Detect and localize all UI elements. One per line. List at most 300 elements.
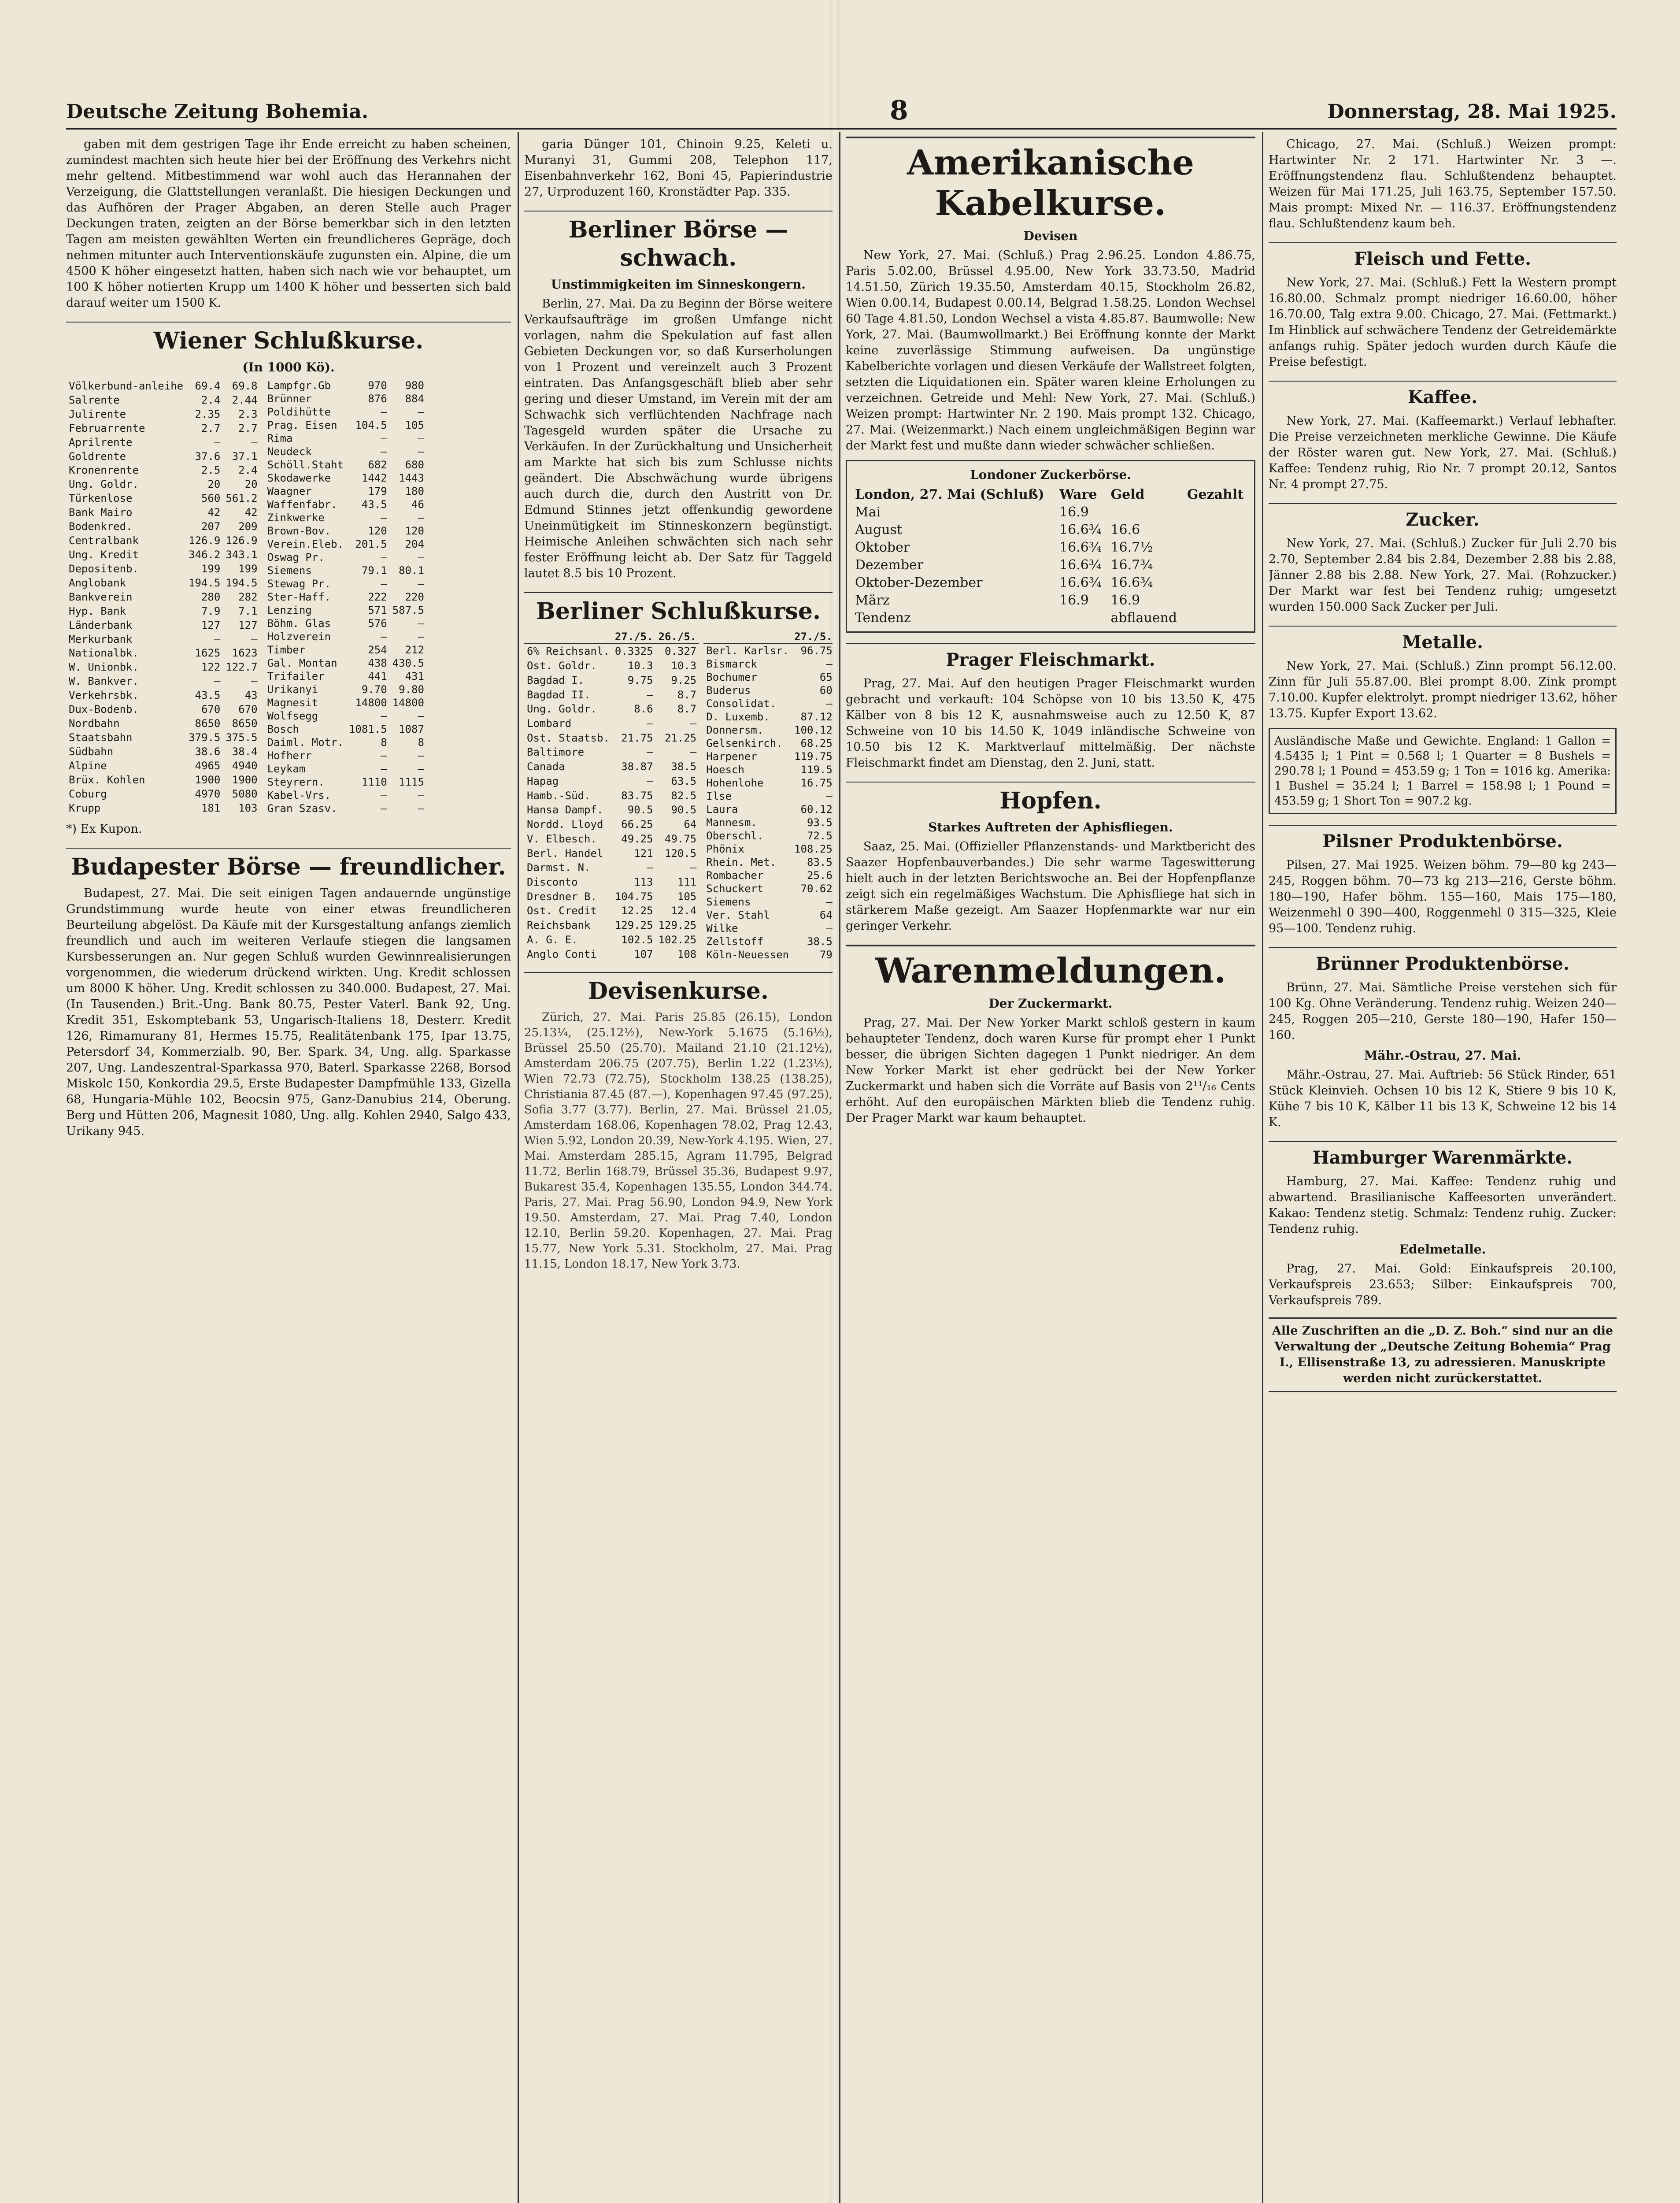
price-today: — — [381, 578, 387, 590]
london-row — [851, 556, 1250, 574]
newspaper-title: Deutsche Zeitung Bohemia. — [66, 100, 369, 123]
price-previous: 14800 — [392, 697, 424, 709]
price-previous: 9.80 — [399, 683, 424, 696]
price-today: 102.5 — [621, 933, 653, 946]
wiener-table-left — [66, 379, 260, 815]
price-today: 1900 — [195, 773, 221, 786]
gezahlt — [1184, 539, 1250, 556]
london-row — [851, 574, 1250, 592]
price-today: 179 — [368, 485, 387, 497]
page-number: 8 — [890, 95, 908, 126]
wiener-row — [265, 551, 427, 564]
schluss-row — [703, 922, 833, 935]
wiener-row — [265, 709, 427, 723]
price-today: — — [214, 436, 221, 449]
price-previous: 43 — [244, 689, 258, 702]
price-today: 38.6 — [195, 745, 221, 758]
wiener-tables — [66, 379, 511, 815]
wiener-row — [265, 458, 427, 471]
price-today: 70.62 — [800, 883, 833, 895]
price-today: 379.5 — [189, 731, 221, 744]
price-today: — — [214, 633, 221, 645]
security-name: Hamb.-Süd. — [527, 789, 591, 802]
price-previous: 8 — [418, 736, 424, 749]
security-name: Verkehrsbk. — [69, 689, 139, 702]
security-name: Reichsbank — [527, 919, 591, 932]
price-today: 68.25 — [800, 737, 833, 749]
schluss-row — [524, 860, 699, 875]
wiener-row — [66, 745, 260, 759]
budapest-article: Budapest, 27. Mai. Die seit einigen Tagen andauernde ungünstige Grundstimmung wurde heute von einer etwas freundlicheren Beurteilung abgelöst. Da Käufe mit der Kursgestaltung anfangs ziemlich freundlich und auch im weiteren Verlaufe stiegen die langsamen Kursbesserungen an. Nur gegen Schluß wurden Gewinnrealisierungen vorgenommen, die wiederum drückend wirkten. Ung. Kredit schlossen um 8000 K höher. Ung. Kredit schlossen zu 340.000. Budapest, 27. Mai. (In Tausenden.) Brit.-Ung. Bank 80.75, Pester Vaterl. Bank 92, Ung. Kredit 351, Eskomptebank 53, Ungarisch-Italiens 18, Desterr. Kredit 126, Rimamurany 81, Hermes 15.75, Realitätenbank 175, Ipar 13.75, Petersdorf 34, Kommerzialb. 90, Ber. Spark. 34, Ung. allg. Sparkasse 207, Ung. Landeszentral-Sparkassa 970, Baterl. Sparkasse 2268, Borsod Miskolc 150, Konkordia 29.5, Erste Budapester Dampfmühle 133, Gizella 68, Hungaria-Mühle 102, Beocsin 975, Ganz-Danubius 214, Oberung. Berg und Hütten 206, Magnesit 1080, Ung. allg. Kohlen 2940, Salgo 433, Urikany 945. — [66, 886, 511, 1138]
wiener-row — [265, 471, 427, 485]
london-row — [851, 592, 1250, 609]
month: Oktober — [855, 540, 910, 555]
wiener-row — [265, 736, 427, 749]
security-name: Bochumer — [706, 671, 757, 683]
schluss-row — [524, 731, 699, 745]
security-name: Ung. Kredit — [69, 549, 139, 561]
price-previous: 37.1 — [232, 450, 258, 463]
security-name: Darmst. N. — [527, 861, 591, 874]
security-name: Brüx. Kohlen — [69, 773, 145, 786]
ware: 16.6¾ — [1059, 575, 1102, 590]
price-today: 60 — [819, 684, 833, 697]
price-today: 670 — [201, 703, 221, 716]
price-today: 119.75 — [794, 750, 833, 763]
wiener-row — [66, 773, 260, 787]
security-name: Stewag Pr. — [267, 578, 331, 590]
budapest-continued: garia Dünger 101, Chinoin 9.25, Keleti u. Muranyi 31, Gummi 208, Telephon 117, Eisenbahnverkehr 162, Boni 45, Papierindustrie 27, Urproduzent 160, Kronstädter Pap. 335. — [524, 137, 833, 199]
price-previous: 69.8 — [232, 379, 258, 392]
security-name: Kronenrente — [69, 464, 139, 477]
price-previous: 194.5 — [226, 576, 258, 589]
schluss-row — [703, 869, 833, 882]
ware: 16.9 — [1059, 504, 1089, 520]
wiener-row — [265, 643, 427, 656]
security-name: A. G. E. — [527, 933, 578, 946]
vieh-heading: Mähr.-Ostrau, 27. Mai. — [1364, 1048, 1521, 1063]
security-name: Verein.Eleb. — [267, 538, 344, 550]
wiener-row — [66, 505, 260, 519]
price-previous: 180 — [405, 485, 424, 497]
wiener-row — [265, 485, 427, 498]
wiener-row — [265, 538, 427, 551]
price-today: 16.75 — [800, 777, 833, 789]
price-previous: 980 — [405, 379, 424, 392]
price-today: 10.3 — [627, 660, 653, 672]
price-previous: 220 — [405, 591, 424, 603]
wiener-row — [66, 759, 260, 773]
price-previous: — — [418, 763, 424, 775]
price-today: 9.70 — [361, 683, 387, 696]
wiener-row — [66, 379, 260, 393]
schluss-row — [703, 895, 833, 909]
price-previous: 102.25 — [658, 933, 697, 946]
bruenner-article: Brünn, 27. Mai. Sämtliche Preise verstehen sich für 100 Kg. Ohne Veränderung. Tendenz ruhig. Weizen 240—245, Roggen 205—210, Gerste 180—190, Hafer 150—160. — [1269, 981, 1617, 1042]
security-name: Salrente — [69, 393, 120, 406]
price-previous: 105 — [677, 890, 697, 903]
security-name: Hapag — [527, 775, 559, 787]
wiener-row — [66, 731, 260, 745]
price-previous: — — [418, 617, 424, 630]
wiener-row — [265, 604, 427, 617]
london-table: London, 27. Mai (Schluß) Ware Geld Gezahlt Mai 16.9 August 16.6¾ 16.6 Oktober 16.6¾ 16.7½ Dezember 16.6¾ 16.7¾ Oktober-Dezember 16.6¾ 16.6¾ März 16.9 16.9 Tendenz abflauend — [851, 486, 1250, 627]
wiener-row — [66, 716, 260, 731]
price-previous: 42 — [244, 506, 258, 519]
wiener-row — [265, 419, 427, 432]
price-previous: 587.5 — [392, 604, 424, 616]
security-name: Consolidat. — [706, 697, 777, 710]
security-name: Bagdad II. — [527, 688, 591, 701]
price-previous: 10.3 — [671, 660, 697, 672]
price-today: — — [381, 630, 387, 643]
ware: 16.9 — [1059, 593, 1089, 608]
hopfen-article: Saaz, 25. Mai. (Offizieller Pflanzenstands- und Marktbericht des Saazer Hopfenbauverbandes.) Die sehr warme Tageswitterung hielt auch in der letzten Berichtswoche an. Bei der Hopfenpflanze zeigt sich ein regelmäßiges Wachstum. Die Aphisfliege hat sich in stärkerem Maße gezeigt. Am Saazer Hopfenmarkte war nur ein geringer Verkehr. — [846, 840, 1255, 933]
schluss-row — [703, 697, 833, 710]
pilsner-heading: Pilsner Produktenbörse. — [1269, 825, 1617, 853]
price-today: 79 — [819, 949, 833, 961]
price-previous: 2.4 — [238, 464, 258, 477]
security-name: Bank Mairo — [69, 506, 133, 519]
price-today: 90.5 — [627, 804, 653, 816]
security-name: Berl. Karlsr. — [706, 645, 789, 657]
security-name: Rhein. Met. — [706, 856, 777, 868]
wiener-row — [66, 632, 260, 646]
security-name: Daiml. Motr. — [267, 736, 344, 749]
price-today: 126.9 — [189, 534, 221, 547]
geld: 16.7½ — [1110, 540, 1153, 555]
kaffee-heading: Kaffee. — [1269, 381, 1617, 409]
security-name: Oswag Pr. — [267, 551, 325, 564]
price-today: 254 — [368, 644, 387, 656]
security-name: Wolfsegg — [267, 710, 318, 722]
security-name: Waffenfabr. — [267, 498, 337, 511]
price-today: 25.6 — [807, 869, 833, 882]
security-name: Goldrente — [69, 450, 126, 463]
security-name: Ster-Haff. — [267, 591, 331, 603]
wiener-row — [265, 775, 427, 789]
price-previous: 127 — [238, 619, 258, 631]
security-name: Bismarck — [706, 658, 757, 670]
security-name: Dux-Bodenb. — [69, 703, 139, 716]
price-today: — — [826, 790, 833, 802]
wiener-row — [265, 392, 427, 405]
schluss-row — [703, 763, 833, 776]
security-name: Ver. Stahl — [706, 909, 770, 921]
schluss-row — [703, 909, 833, 922]
price-previous: 343.1 — [226, 549, 258, 561]
price-previous: — — [418, 551, 424, 564]
security-name: Mannesm. — [706, 816, 757, 829]
price-previous: — — [418, 432, 424, 445]
price-previous: 204 — [405, 538, 424, 550]
security-name: Bagdad I. — [527, 674, 585, 686]
publisher-notice: Alle Zuschriften an die „D. Z. Boh.“ sind nur an die Verwaltung der „Deutsche Zeitung Bohemia“ Prag I., Ellisenstraße 13, zu adressieren. Manuskripte werden nicht zurückerstattet. — [1269, 1317, 1617, 1392]
security-name: Skodawerke — [267, 472, 331, 484]
price-today: 38.87 — [621, 760, 653, 773]
schluss-row — [524, 918, 699, 933]
price-today: — — [647, 717, 653, 730]
price-today: — — [647, 746, 653, 759]
schluss-row — [524, 947, 699, 961]
price-previous: 126.9 — [226, 534, 258, 547]
security-name: W. Unionbk. — [69, 661, 139, 674]
price-today: 199 — [201, 562, 221, 575]
price-today: 107 — [634, 948, 653, 961]
price-previous: 2.3 — [238, 408, 258, 420]
wiener-row — [265, 670, 427, 683]
schluss-row — [703, 710, 833, 723]
intro-article: gaben mit dem gestrigen Tage ihr Ende erreicht zu haben scheinen, zumindest machten sich heute hier bei der Eröffnung des Verkehrs nicht mehr geltend. Mitbestimmend war wohl auch das Herannahen der Verzeigung, die Glattstellungen veranlaßt. Die hiesigen Deckungen und das Aufhören der Prager Abgaben, an deren Stelle auch Prager Deckungen traten, zeigten an der Börse bemerkbar sich in den letzten Tagen am meisten gewählten Werten ein freundlicheres Gepräge, doch nehmen mitunter auch Interventionskäufe zugunsten ein. Alpine, die um 4500 K höher eingesetzt hatten, haben sich nach wie vor behauptet, um 100 K höher notierten Krupp um 1400 K höher und besserten sich bald darauf weiter um 1500 K. — [66, 137, 511, 310]
column-1 — [66, 137, 511, 2203]
price-previous: 8.7 — [677, 688, 697, 701]
price-today: 576 — [368, 617, 387, 630]
security-name: Depositenb. — [69, 562, 139, 575]
ware: 16.6¾ — [1059, 540, 1102, 555]
price-today: 79.1 — [361, 564, 387, 577]
price-previous: 430.5 — [392, 657, 424, 669]
wiener-row — [66, 688, 260, 702]
price-today: — — [647, 775, 653, 787]
schluss-table-left: 27./5. 26./5. 6% Reichsanl. 0.3325 0.327 Ost. Goldr. 10.3 10.3 Bagdad I. 9.75 9.25 Bagdad II. — 8.7 Ung. Goldr. 8.6 8.7 Lombard — — Ost. Staatsb. 21.75 21.25 Baltimore — — Canada 38.87 38.5 Hapag — 63.5 Hamb.-Süd. 83.75 82.5 Hansa Dampf. 90.5 90.5 Nordd. Lloyd 66.25 64 V. Elbesch. 49.25 49.75 Berl. Handel 121 120.5 Darmst. N. — — Disconto 113 111 Dresdner B. 104.75 105 Ost. Credit 12.25 12.4 Reichsbank 129.25 129.25 A. G. E. 102.5 102.25 Anglo Conti 107 108 — [524, 630, 699, 961]
price-previous: — — [251, 675, 258, 688]
price-previous: 1115 — [399, 776, 424, 788]
schluss-row — [703, 723, 833, 737]
security-name: Gran Szasv. — [267, 802, 337, 815]
security-name: Lampfgr.Gb — [267, 379, 331, 392]
security-name: Bankverein — [69, 590, 133, 603]
wiener-row — [265, 511, 427, 524]
security-name: Centralbank — [69, 534, 139, 547]
wiener-row — [66, 801, 260, 815]
masse-box: Ausländische Maße und Gewichte. England: 1 Gallon = 4.5435 l; 1 Pint = 0.568 l; 1 Quarter = 8 Bushels = 290.78 l; 1 Pound = 453.59 g; 1 Ton = 1016 kg. Amerika: 1 Bushel = 35.24 l; 1 Barrel = 158.98 l; 1 Pound = 453.59 g; 1 Short Ton = 907.2 kg. — [1269, 728, 1617, 814]
gezahlt — [1184, 521, 1250, 539]
geld: 16.9 — [1110, 593, 1140, 608]
price-previous: 2.7 — [238, 422, 258, 434]
berlin-article: Berlin, 27. Mai. Da zu Beginn der Börse weitere Verkaufsaufträge im großen Umfange nicht vorlagen, nahm die Spekulation auf fast allen Gebieten Deckungen vor, so daß Kurserholungen von 1 Prozent und vereinzelt auch 3 Prozent eintraten. Das Anfangsgeschäft blieb aber sehr gering und dieser Umstand, im Verein mit der am Schwachk sich verflüchtenden Nachfrage nach Tagesgeld wurden später die Ursache zu Verkäufen. In der Zurückhaltung und Unsicherheit am Markte hat sich bis zum Schlusse nichts geändert. Die Abschwächung wurde übrigens auch durch die, durch den Austritt von Dr. Edmund Stinnes jetzt offenkundig gewordene Uneinmütigkeit im Stinneskonzern begünstigt. Heimische Anleihen schwächten sich nach sehr fester Eröffnung leicht ab. Der Satz für Taggeld lautet 8.5 bis 10 Prozent. — [524, 297, 833, 580]
price-today: 43.5 — [195, 689, 221, 702]
schluss-heading: Berliner Schlußkurse. — [524, 592, 833, 626]
price-today: 20 — [207, 478, 221, 491]
security-name: Böhm. Glas — [267, 617, 331, 630]
price-previous: 63.5 — [671, 775, 697, 787]
price-today: — — [381, 789, 387, 801]
waren-subheading: Der Zuckermarkt. — [988, 996, 1113, 1011]
price-today: 194.5 — [189, 576, 221, 589]
price-previous: — — [418, 789, 424, 801]
fleisch-heading: Prager Fleischmarkt. — [846, 643, 1255, 671]
wiener-row — [66, 576, 260, 590]
price-previous: 105 — [405, 419, 424, 431]
kaffee-article: New York, 27. Mai. (Kaffeemarkt.) Verlauf lebhafter. Die Preise verzeichneten merkliche Gewinne. Die Käufe der Röster waren gut. New York, 27. Mai. (Schluß.) Kaffee: Tendenz ruhig, Rio Nr. 7 prompt 20.12, Santos Nr. 4 prompt 27.75. — [1269, 414, 1617, 491]
price-today: 66.25 — [621, 818, 653, 831]
price-previous: 670 — [238, 703, 258, 716]
schluss-row — [524, 774, 699, 789]
security-name: Ost. Credit — [527, 905, 597, 917]
price-today: 181 — [201, 801, 221, 814]
price-today: 108.25 — [794, 843, 833, 855]
price-previous: 64 — [684, 818, 697, 831]
price-today: — — [381, 432, 387, 445]
security-name: Krupp — [69, 801, 101, 814]
security-name: Julirente — [69, 408, 126, 420]
price-today: 100.12 — [794, 724, 833, 736]
security-name: Zinkwerke — [267, 512, 325, 524]
price-today: 1110 — [361, 776, 387, 788]
wiener-row — [66, 491, 260, 505]
security-name: Nationalbk. — [69, 647, 139, 660]
schluss-row — [524, 904, 699, 918]
price-today: 65 — [819, 671, 833, 683]
london-row — [851, 539, 1250, 556]
schluss-row — [703, 842, 833, 856]
security-name: Baltimore — [527, 746, 585, 759]
zucker-article: New York, 27. Mai. (Schluß.) Zucker für Juli 2.70 bis 2.70, September 2.84 bis 2.84, Dezember 2.88 bis 2.88, Jänner 2.88 bis 2.88. New York, 27. Mai. (Rohzucker.) Der Markt war fest bei Tendenz ruhig; umgesetzt wurden 150.000 Sack Zucker per Juli. — [1269, 537, 1617, 614]
security-name: D. Luxemb. — [706, 711, 770, 723]
wiener-row — [66, 590, 260, 604]
price-today: 438 — [368, 657, 387, 669]
schluss-row — [524, 702, 699, 716]
security-name: Phönix — [706, 843, 744, 855]
price-previous: 103 — [238, 801, 258, 814]
footnote: *) Ex Kupon. — [66, 822, 142, 836]
wiener-row — [265, 577, 427, 590]
security-name: Harpener — [706, 750, 757, 763]
wiener-row — [66, 421, 260, 435]
price-today: 2.5 — [201, 464, 221, 477]
security-name: Wilke — [706, 922, 738, 935]
schluss-row — [703, 829, 833, 842]
schluss-row — [703, 657, 833, 671]
gezahlt — [1184, 592, 1250, 609]
price-today: 1442 — [361, 472, 387, 484]
price-previous: — — [418, 630, 424, 643]
price-today: 104.5 — [355, 419, 387, 431]
security-name: Lombard — [527, 717, 572, 730]
wiener-row — [265, 789, 427, 802]
security-name: V. Elbesch. — [527, 832, 597, 845]
price-today: 970 — [368, 379, 387, 392]
pilsner-article: Pilsen, 27. Mai 1925. Weizen böhm. 79—80 kg 243—245, Roggen böhm. 70—73 kg 213—216, Gerste böhm. 180—190, Hafer böhm. 155—160, Mais 175—180, Weizenmehl 0 390—400, Roggenmehl 0 315—325, Kleie 95—100. Tendenz ruhig. — [1269, 858, 1617, 935]
metalle-article: New York, 27. Mai. (Schluß.) Zinn prompt 56.12.00. Zinn für Juli 55.87.00. Blei prompt 8.00. Zink prompt 7.10.00. Kupfer elektrolyt. prompt niedriger 13.62, höher 13.75. Kupfer Export 13.62. — [1269, 659, 1617, 720]
price-today: 682 — [368, 459, 387, 471]
schluss-row — [524, 644, 699, 659]
price-previous: 21.25 — [665, 731, 697, 744]
geld: 16.7¾ — [1110, 557, 1153, 573]
price-today: 876 — [368, 393, 387, 405]
security-name: Hansa Dampf. — [527, 804, 603, 816]
security-name: Lenzing — [267, 604, 312, 616]
price-previous: — — [418, 406, 424, 418]
security-name: Ost. Staatsb. — [527, 731, 610, 744]
security-name: Aprilrente — [69, 436, 133, 449]
security-name: Staatsbahn — [69, 731, 133, 744]
price-previous: 20 — [244, 478, 258, 491]
security-name: Oberschl. — [706, 830, 764, 842]
edel-heading: Edelmetalle. — [1399, 1242, 1486, 1257]
price-previous: 80.1 — [399, 564, 424, 577]
schluss-row — [703, 776, 833, 790]
schluss-row — [703, 803, 833, 816]
price-previous: 199 — [238, 562, 258, 575]
price-previous: 375.5 — [226, 731, 258, 744]
security-name: Gelsenkirch. — [706, 737, 783, 749]
column-rule — [518, 132, 519, 2203]
price-previous: — — [418, 512, 424, 524]
wiener-row — [265, 564, 427, 577]
price-previous: 90.5 — [671, 804, 697, 816]
price-today: 1081.5 — [348, 723, 387, 735]
price-previous: 282 — [238, 590, 258, 603]
wiener-subheading: (In 1000 Kö). — [242, 360, 335, 375]
zucker-heading: Zucker. — [1269, 503, 1617, 531]
ware: 16.6¾ — [1059, 522, 1102, 538]
berlin-heading: Berliner Börse — schwach. — [524, 211, 833, 272]
hopfen-heading: Hopfen. — [846, 782, 1255, 815]
price-today: 4970 — [195, 787, 221, 800]
kabel-heading: Amerikanische Kabelkurse. — [846, 137, 1255, 224]
security-name: Bosch — [267, 723, 299, 735]
security-name: Ung. Goldr. — [527, 703, 597, 716]
schluss-row — [703, 737, 833, 750]
security-name: Anglo Conti — [527, 948, 597, 961]
geld — [1107, 504, 1183, 521]
schluss-row — [524, 659, 699, 673]
schluss-row — [524, 687, 699, 702]
column-rule — [1262, 132, 1263, 2203]
wiener-row — [265, 630, 427, 643]
price-today: 43.5 — [361, 498, 387, 511]
london-row — [851, 504, 1250, 521]
vieh-article: Mähr.-Ostrau, 27. Mai. Auftrieb: 56 Stück Rinder, 651 Stück Kleinvieh. Ochsen 10 bis 12 K, Stiere 9 bis 10 K, Kühe 7 bis 10 K, Kälber 11 bis 13 K, Schweine 12 bis 14 K. — [1269, 1068, 1617, 1129]
price-today: 113 — [634, 875, 653, 888]
security-name: Coburg — [69, 787, 107, 800]
price-today: 37.6 — [195, 450, 221, 463]
price-previous: — — [418, 578, 424, 590]
metalle-heading: Metalle. — [1269, 626, 1617, 654]
price-today: 8650 — [195, 717, 221, 730]
price-previous: — — [418, 445, 424, 458]
price-previous: 5080 — [232, 787, 258, 800]
security-name: Nordd. Lloyd — [527, 818, 603, 831]
security-name: Anglobank — [69, 576, 126, 589]
fleisch-fette-article: New York, 27. Mai. (Schluß.) Fett la Western prompt 16.80.00. Schmalz prompt niedriger 16.60.00, höher 16.70.00, Talg extra 9.00. Chicago, 27. Mai. (Fettmarkt.) Im Hinblick auf schwächere Tendenz der Getreidemärkte anfangs ruhig. Später jedoch wurden durch Käufe die Preise befestigt. — [1269, 276, 1617, 369]
security-name: W. Bankver. — [69, 675, 139, 688]
security-name: Merkurbank — [69, 633, 133, 645]
wiener-row — [66, 519, 260, 534]
price-today: 2.35 — [195, 408, 221, 420]
schluss-row — [703, 644, 833, 657]
month: Mai — [855, 504, 881, 520]
price-today: — — [826, 896, 833, 908]
price-today: 96.75 — [800, 645, 833, 657]
security-name: Februarrente — [69, 422, 145, 434]
wiener-row — [66, 604, 260, 618]
price-today: 571 — [368, 604, 387, 616]
price-previous: 38.4 — [232, 745, 258, 758]
wiener-row — [66, 435, 260, 449]
price-today: — — [381, 763, 387, 775]
security-name: Donnersm. — [706, 724, 764, 736]
schluss-row — [703, 935, 833, 948]
wiener-row — [265, 723, 427, 736]
price-previous: 120 — [405, 525, 424, 537]
price-today: — — [647, 861, 653, 874]
price-today: 8 — [381, 736, 387, 749]
price-today: 207 — [201, 520, 221, 533]
schluss-row — [524, 716, 699, 731]
budapest-heading: Budapester Börse — freundlicher. — [66, 848, 511, 881]
